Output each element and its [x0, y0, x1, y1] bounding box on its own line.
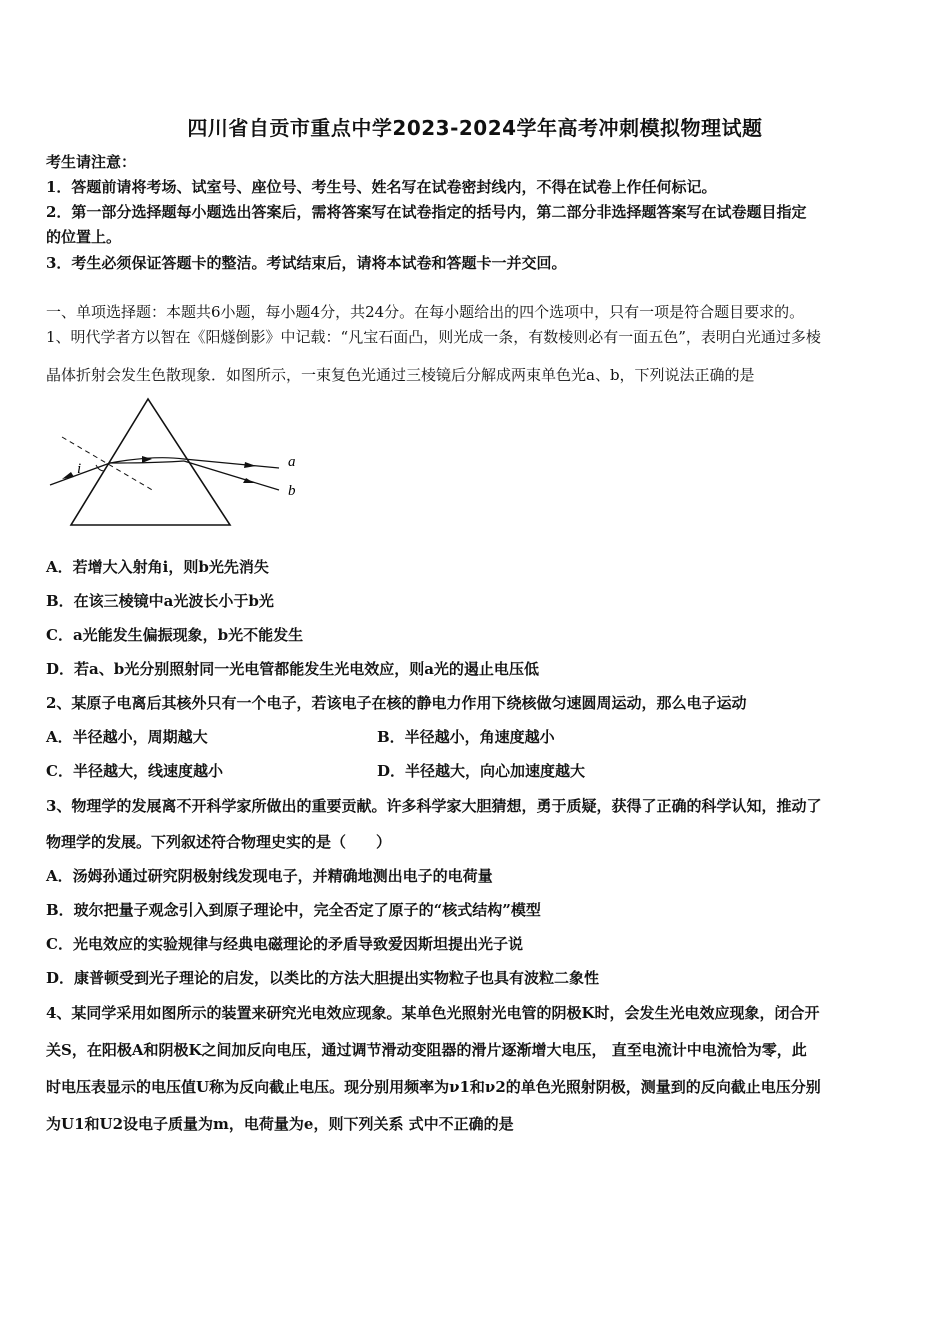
ray-a [184, 459, 279, 468]
notice-item-2-cont: 的位置上。 [46, 228, 122, 246]
q4-stem-line3: 时电压表显示的电压值U称为反向截止电压。现分别用频率为ν1和ν2的单色光照射阴极，测量到的反向截止电压分别 [46, 1078, 821, 1096]
notice-item-1: 1．答题前请将考场、试室号、座位号、考生号、姓名写在试卷密封线内，不得在试卷上作任何标记。 [46, 178, 717, 196]
q1-stem-line1: 1、明代学者方以智在《阳燧倒影》中记载：“凡宝石面凸，则光成一条，有数棱则必有一面五色”，表明白光通过多棱 [46, 328, 821, 346]
ray-b-label: b [288, 483, 296, 499]
notice-item-3: 3．考生必须保证答题卡的整洁。考试结束后，请将本试卷和答题卡一并交回。 [46, 254, 567, 272]
q3-option-b[interactable]: B．玻尔把量子观念引入到原子理论中，完全否定了原子的“核式结构”模型 [46, 901, 541, 919]
q1-option-c[interactable]: C．a光能发生偏振现象，b光不能发生 [46, 626, 304, 644]
q4-stem-line1: 4、某同学采用如图所示的装置来研究光电效应现象。某单色光照射光电管的阴极K时，会发生光电效应现象，闭合开 [46, 1004, 820, 1022]
q4-stem-line2: 关S，在阳极A和阴极K之间加反向电压，通过调节滑动变阻器的滑片逐渐增大电压， 直至电流计中电流恰为零，此 [46, 1041, 807, 1059]
q2-option-a[interactable]: A．半径越小，周期越大 [46, 728, 208, 746]
incident-angle-label: i [77, 461, 82, 477]
ray-a-label: a [288, 454, 296, 470]
q1-option-a[interactable]: A．若增大入射角i，则b光先消失 [46, 558, 269, 576]
q3-option-a[interactable]: A．汤姆孙通过研究阴极射线发现电子，并精确地测出电子的电荷量 [46, 867, 493, 885]
q2-option-c[interactable]: C．半径越大，线速度越小 [46, 762, 223, 780]
q3-stem-line1: 3、物理学的发展离不开科学家所做出的重要贡献。许多科学家大胆猜想，勇于质疑，获得了正确的科学认知，推动了 [46, 797, 822, 815]
q3-option-c[interactable]: C．光电效应的实验规律与经典电磁理论的矛盾导致爱因斯坦提出光子说 [46, 935, 523, 953]
q2-option-d[interactable]: D．半径越大，向心加速度越大 [377, 762, 586, 780]
section-heading: 一、单项选择题：本题共6小题，每小题4分，共24分。在每小题给出的四个选项中，只有一项是符合题目要求的。 [46, 303, 805, 321]
q1-option-d[interactable]: D．若a、b光分别照射同一光电管都能发生光电效应，则a光的遏止电压低 [46, 660, 539, 678]
q2-option-b[interactable]: B．半径越小，角速度越小 [377, 728, 555, 746]
q1-option-b[interactable]: B．在该三棱镜中a光波长小于b光 [46, 592, 274, 610]
notice-heading: 考生请注意： [46, 153, 137, 171]
notice-item-2: 2．第一部分选择题每小题选出答案后，需将答案写在试卷指定的括号内，第二部分非选择题答案写在试卷题目指定 [46, 203, 807, 221]
q1-stem-line2: 晶体折射会发生色散现象．如图所示，一束复色光通过三棱镜后分解成两束单色光a、b，下列说法正确的是 [46, 366, 755, 384]
q4-stem-line4: 为U1和U2设电子质量为m，电荷量为e，则下列关系 式中不正确的是 [46, 1115, 514, 1133]
q3-option-d[interactable]: D．康普顿受到光子理论的启发，以类比的方法大胆提出实物粒子也具有波粒二象性 [46, 969, 600, 987]
prism-diagram [44, 393, 314, 533]
page-title: 四川省自贡市重点中学2023-2024学年高考冲刺模拟物理试题 [187, 116, 763, 140]
q3-stem-line2: 物理学的发展。下列叙述符合物理史实的是（ ） [46, 833, 392, 851]
incident-arrow [62, 472, 74, 479]
q2-stem: 2、某原子电离后其核外只有一个电子，若该电子在核的静电力作用下绕核做匀速圆周运动，那么电子运动 [46, 694, 747, 712]
